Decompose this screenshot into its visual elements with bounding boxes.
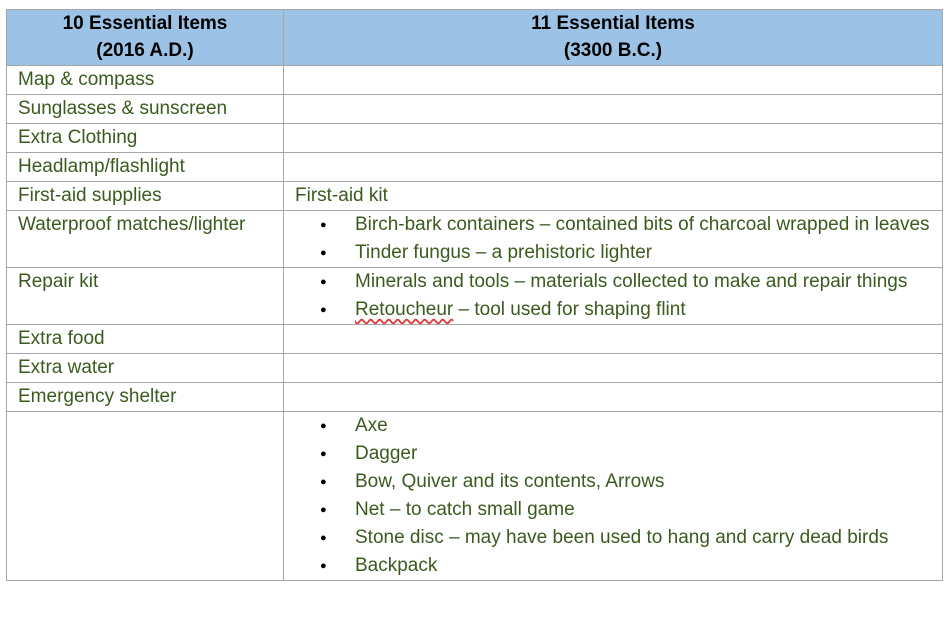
header-ancient-title: 11 Essential Items	[531, 13, 695, 34]
list-item: ● Backpack	[284, 552, 942, 580]
essential-items-table	[6, 9, 943, 581]
ancient-item-list	[284, 268, 943, 325]
ancient-item-empty	[284, 95, 943, 124]
list-item: ● Net – to catch small game	[284, 496, 942, 524]
list-item-text: – tool used for shaping flint	[453, 299, 686, 320]
list-item: ● Birch-bark containers – contained bits of charcoal wrapped in leaves	[284, 211, 942, 239]
modern-item: Map & compass	[7, 66, 284, 95]
ancient-item-list	[284, 211, 943, 268]
list-item: ● Axe	[284, 412, 942, 440]
modern-item: Extra water	[7, 354, 284, 383]
bullet-list	[284, 268, 942, 324]
ancient-item-empty	[284, 383, 943, 412]
ancient-item-list	[284, 412, 943, 581]
ancient-item: First-aid kit	[284, 182, 943, 211]
table-row	[7, 211, 943, 268]
table-row	[7, 95, 943, 124]
table-row	[7, 354, 943, 383]
table-row	[7, 412, 943, 581]
table-row	[7, 325, 943, 354]
list-item: ● Stone disc – may have been used to hang and carry dead birds	[284, 524, 942, 552]
table-row	[7, 383, 943, 412]
header-ancient	[284, 10, 943, 66]
table-row	[7, 124, 943, 153]
ancient-item-empty	[284, 124, 943, 153]
list-item: ● Bow, Quiver and its contents, Arrows	[284, 468, 942, 496]
list-item: ● Dagger	[284, 440, 942, 468]
bullet-list	[284, 211, 942, 267]
modern-item: Headlamp/flashlight	[7, 153, 284, 182]
table-row	[7, 268, 943, 325]
header-ancient-era: (3300 B.C.)	[563, 40, 663, 61]
list-item: ● Minerals and tools – materials collected to make and repair things	[284, 268, 942, 296]
modern-item: First-aid supplies	[7, 182, 284, 211]
spellcheck-word: Retoucheur	[355, 299, 454, 320]
modern-item: Repair kit	[7, 268, 284, 325]
modern-item-empty	[7, 412, 284, 581]
ancient-item-empty	[284, 66, 943, 95]
list-item: ● Tinder fungus – a prehistoric lighter	[284, 239, 942, 267]
modern-item: Extra Clothing	[7, 124, 284, 153]
ancient-item-empty	[284, 354, 943, 383]
table-row	[7, 153, 943, 182]
bullet-list	[284, 412, 942, 580]
ancient-item-empty	[284, 325, 943, 354]
list-item	[284, 296, 942, 324]
header-modern	[7, 10, 284, 66]
table-row	[7, 66, 943, 95]
header-modern-title: 10 Essential Items	[62, 13, 228, 34]
header-modern-era: (2016 A.D.)	[96, 40, 194, 61]
table-row	[7, 182, 943, 211]
modern-item: Extra food	[7, 325, 284, 354]
modern-item: Sunglasses & sunscreen	[7, 95, 284, 124]
modern-item: Emergency shelter	[7, 383, 284, 412]
ancient-item-empty	[284, 153, 943, 182]
modern-item: Waterproof matches/lighter	[7, 211, 284, 268]
header-row	[7, 10, 943, 66]
